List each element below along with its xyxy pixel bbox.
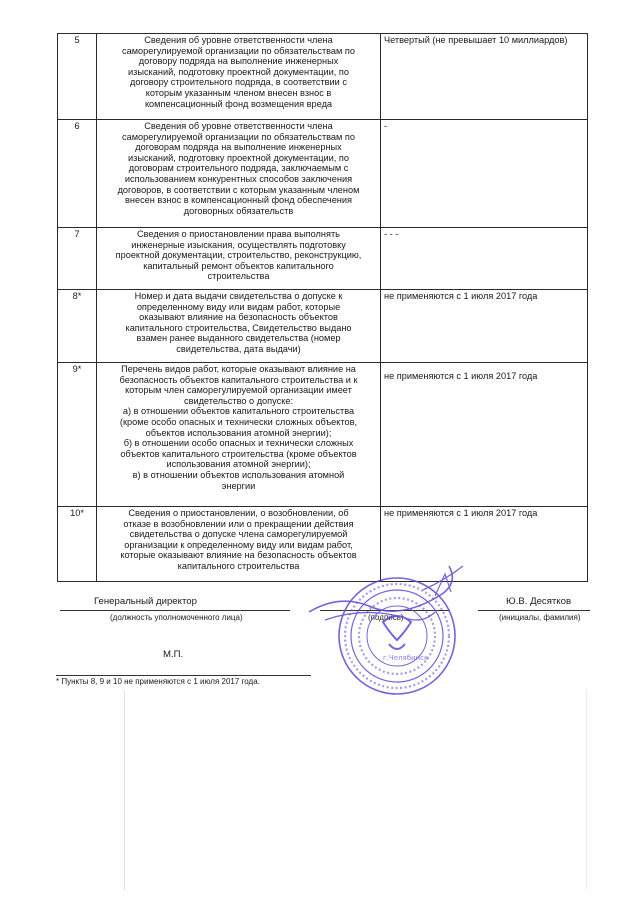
register-table [57,33,588,582]
desc-line: использованием конкурентных способов заключения [124,173,353,184]
desc-line: капитальный ремонт объектов капитального [143,260,334,271]
desc-line: договоров, в соответствии с которым указанным членом [117,184,360,195]
row-number: 6 [58,120,97,228]
footnote-divider [56,675,311,676]
desc-line: капитального строительства, Свидетельство выдано [125,322,352,333]
desc-line: которым член саморегулируемой организации имеет [125,385,352,396]
row-description [97,290,381,363]
row-value: - - - [381,228,588,290]
desc-line: саморегулируемой организации по обязательствам по [122,45,355,56]
name-caption: (инициалы, фамилия) [499,613,581,622]
desc-line: организации к определенному виду или видам работ, [124,539,353,550]
position-underline [60,610,290,611]
desc-line: Сведения о приостановлении, о возобновлении, об [128,508,349,518]
desc-line: которые оказывают влияние на безопасность объектов [120,550,357,561]
row-number: 7 [58,228,97,290]
desc-line: свидетельства о допуске члена саморегулируемой [129,529,348,540]
desc-line: энергии [221,480,256,491]
desc-line: свидетельство о допуске: [183,395,294,406]
row-number: 5 [58,34,97,120]
row-description [97,34,381,120]
desc-line: Сведения об уровне ответственности члена [144,35,333,45]
desc-line: объектов капитального строительства (кроме объектов [120,448,357,459]
desc-line: Сведения о приостановлении права выполнять [137,229,340,239]
row-description [97,120,381,228]
signature-caption: (подпись) [368,613,404,622]
row-value: не применяются с 1 июля 2017 года [381,290,588,363]
desc-line: капитального строительства [177,560,300,571]
row-value: Четвертый (не превышает 10 миллиардов) [381,34,588,120]
row-description [97,228,381,290]
desc-line: договору подряда на выполнение инженерных [138,56,339,67]
desc-line: проектной документации, строительство, реконструкцию, [115,250,362,261]
desc-line: оказывают влияние на безопасность объектов [139,312,338,323]
seal-city-text: г.Челябинск [383,654,429,662]
desc-line: использования атомной энергии); [166,459,311,470]
table-row [58,290,588,363]
table-row [58,363,588,507]
name-underline [478,610,590,611]
desc-line: Сведения об уровне ответственности члена [144,121,333,131]
position-caption: (должность уполномоченного лица) [110,613,243,622]
table-row [58,120,588,228]
desc-line: в) в отношении объектов использования атомной [132,469,345,480]
desc-line: отказе в возобновлении или о прекращении действия [123,518,354,529]
table-row [58,228,588,290]
row-value: не применяются с 1 июля 2017 года [381,507,588,582]
desc-line: (кроме особо опасных и технически сложных объектов, [119,416,358,427]
row-value: не применяются с 1 июля 2017 года [381,363,588,507]
desc-line: б) в отношении особо опасных и технически сложных [123,438,354,449]
desc-line: изысканий, подготовку проектной документации, по [128,66,349,77]
desc-line: свидетельства, дата выдачи) [176,343,301,354]
desc-line: инженерные изыскания, осуществлять подготовку [131,239,346,250]
desc-line: договору строительного подряда, в соответствии с [130,77,347,88]
desc-line: внесен взнос в компенсационный фонд обеспечения [125,195,352,206]
desc-line: строительства [207,271,270,282]
footnote: * Пункты 8, 9 и 10 не применяются с 1 июля 2017 года. [56,677,260,686]
desc-line: которым указанным членом внесен взнос в [145,87,332,98]
desc-line: компенсационный фонд возмещения вреда [144,98,333,109]
desc-line: договорных обязательств [183,205,294,216]
desc-line: изысканий, подготовку проектной документации, по [128,152,349,163]
stamp-place-label: М.П. [163,649,184,660]
desc-line: саморегулируемой организации по обязательствам по [122,131,355,142]
table-row [58,34,588,120]
row-number: 10* [58,507,97,582]
signatory-position: Генеральный директор [94,596,197,607]
row-description [97,363,381,507]
desc-line: договорам строительного подряда, заключаемым с [128,163,349,174]
desc-line: а) в отношении объектов капитального строительства [122,406,355,417]
desc-line: определенному виду или видам работ, которые [136,301,341,312]
desc-line: объектов использования атомной энергии); [145,427,332,438]
row-value: - [381,120,588,228]
organization-seal-icon [305,560,475,700]
desc-line: договорам подряда на выполнение инженерных [135,142,342,153]
signatory-name: Ю.В. Десятков [506,596,572,607]
row-number: 9* [58,363,97,507]
desc-line: безопасность объектов капитального строительства и к [119,374,358,385]
desc-line: Перечень видов работ, которые оказывают влияние на [121,364,356,374]
scan-edge [124,690,125,890]
row-number: 8* [58,290,97,363]
desc-line: Номер и дата выдачи свидетельства о допуске к [134,291,343,301]
scan-edge [586,690,587,890]
desc-line: взамен ранее выданного свидетельства (номер [136,333,341,344]
